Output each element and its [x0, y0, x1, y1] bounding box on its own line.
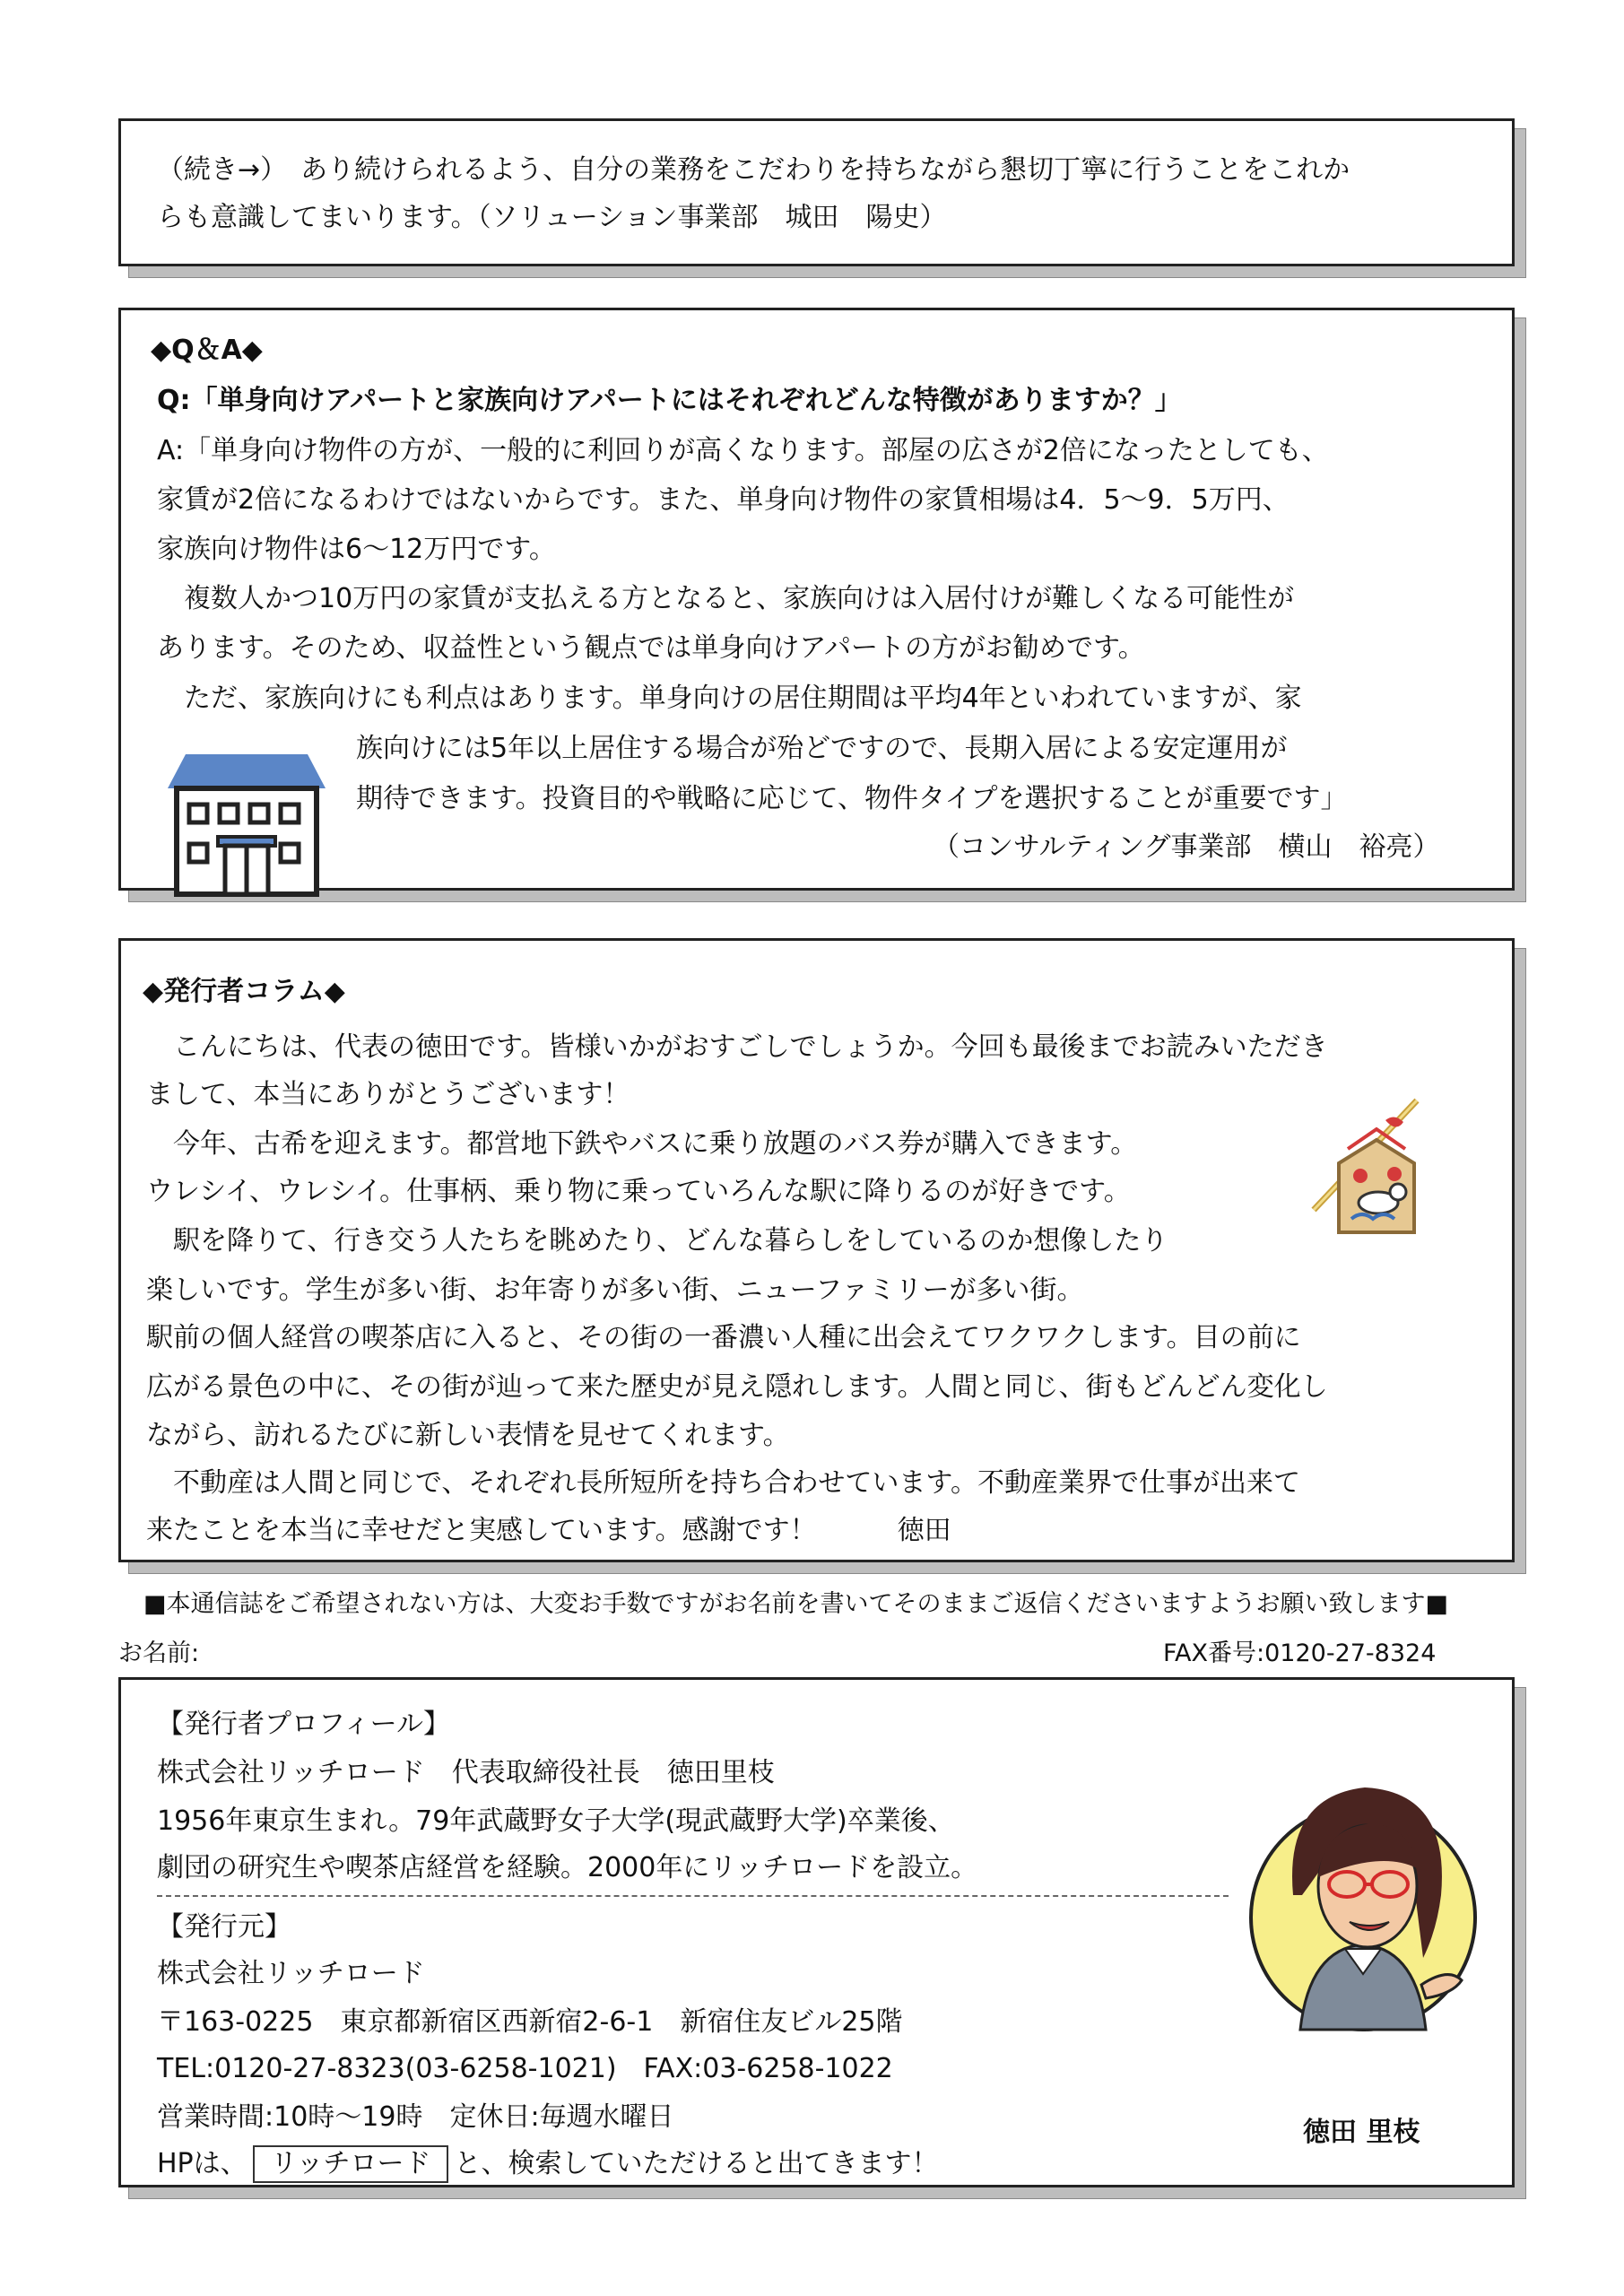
continuation-box	[118, 118, 1515, 266]
portrait-illustration	[1246, 1761, 1480, 2057]
qa-box	[118, 308, 1515, 891]
profile-line: 1956年東京生まれ。79年武蔵野女子大学(現武蔵野大学)卒業後、	[157, 1805, 955, 1837]
fax-number: FAX番号:0120-27-8324	[1163, 1639, 1437, 1667]
qa-answer-line: 家賃が2倍になるわけではないからです。また、単身向け物件の家賃相場は4．5〜9．5万円、	[157, 484, 1290, 516]
hp-line	[157, 2145, 938, 2183]
column-line: 今年、古希を迎えます。都営地下鉄やバスに乗り放題のバス券が購入できます。	[146, 1128, 1138, 1160]
ema-plaque-icon	[1296, 1093, 1430, 1246]
publisher-hours: 営業時間:10時〜19時 定休日:毎週水曜日	[157, 2101, 674, 2133]
column-line: 不動産は人間と同じで、それぞれ長所短所を持ち合わせています。不動産業界で仕事が出来て	[146, 1467, 1300, 1499]
qa-answer-line: 複数人かつ10万円の家賃が支払える方となると、家族向けは入居付けが難しくなる可能性が	[157, 583, 1295, 614]
qa-answer-line: あります。そのため、収益性という観点では単身向けアパートの方がお勧めです。	[157, 632, 1145, 664]
qa-answer-line: A:「単身向け物件の方が、一般的に利回りが高くなります。部屋の広さが2倍になったとしても、	[157, 435, 1329, 466]
name-label: お名前:	[118, 1639, 200, 1667]
publisher-heading: 【発行元】	[157, 1911, 291, 1943]
hp-prefix: HPは、	[157, 2148, 248, 2179]
column-line: こんにちは、代表の徳田です。皆様いかがおすごしでしょうか。今回も最後までお読みいただき	[146, 1031, 1328, 1063]
opt-out-notice: ■本通信誌をご希望されない方は、大変お手数ですがお名前を書いてそのままご返信くださいますようお願い致します■	[143, 1590, 1449, 1618]
publisher-tel-fax: TEL:0120-27-8323(03-6258-1021) FAX:03-6258-1022	[157, 2053, 893, 2084]
profile-box	[118, 1677, 1515, 2187]
column-heading: ◆発行者コラム◆	[143, 976, 345, 1007]
portrait-caption: 徳田 里枝	[1303, 2117, 1420, 2148]
qa-signature: （コンサルティング事業部 横山 裕亮）	[933, 831, 1440, 863]
hp-suffix: と、検索していただけると出てきます！	[454, 2148, 939, 2179]
column-line: 駅前の個人経営の喫茶店に入ると、その街の一番濃い人種に出会えてワクワクします。目の前に	[146, 1322, 1301, 1353]
profile-heading: 【発行者プロフィール】	[157, 1709, 450, 1740]
profile-line: 劇団の研究生や喫茶店経営を経験。2000年にリッチロードを設立。	[157, 1852, 978, 1883]
column-line: まして、本当にありがとうございます！	[146, 1079, 630, 1110]
column-line: ながら、訪れるたびに新しい表情を見せてくれます。	[146, 1420, 790, 1451]
column-box	[118, 938, 1515, 1562]
hp-search-term-box: リッチロード	[253, 2145, 449, 2183]
qa-answer-line: 家族向け物件は6〜12万円です。	[157, 534, 556, 565]
qa-heading: ◆Q＆A◆	[151, 335, 263, 366]
continuation-line-1: （続き→） あり続けられるよう、自分の業務をこだわりを持ちながら懇切丁寧に行うことをこれか	[157, 154, 1350, 186]
qa-answer-line: 期待できます。投資目的や戦略に応じて、物件タイプを選択することが重要です」	[356, 783, 1348, 814]
section-divider	[157, 1895, 1229, 1897]
qa-answer-line: 族向けには5年以上居住する場合が殆どですので、長期入居による安定運用が	[356, 733, 1288, 764]
qa-answer-line: ただ、家族向けにも利点はあります。単身向けの居住期間は平均4年といわれていますが、家	[157, 683, 1302, 714]
column-line: 楽しいです。学生が多い街、お年寄りが多い街、ニューファミリーが多い街。	[146, 1274, 1084, 1306]
profile-line: 株式会社リッチロード 代表取締役社長 徳田里枝	[157, 1757, 775, 1788]
column-line: 広がる景色の中に、その街が辿って来た歴史が見え隠れします。人間と同じ、街もどんどん変化し	[146, 1371, 1328, 1403]
column-line: 駅を降りて、行き交う人たちを眺めたり、どんな暮らしをしているのか想像したり	[146, 1225, 1168, 1257]
qa-question: Q:「単身向けアパートと家族向けアパートにはそれぞれどんな特徴がありますか？」	[157, 385, 1182, 416]
publisher-address: 〒163-0225 東京都新宿区西新宿2-6-1 新宿住友ビル25階	[157, 2006, 903, 2038]
publisher-company: 株式会社リッチロード	[157, 1958, 425, 1989]
apartment-building-icon	[157, 745, 336, 898]
continuation-line-2: らも意識してまいります。（ソリューション事業部 城田 陽史）	[157, 202, 947, 233]
column-line: ウレシイ、ウレシイ。仕事柄、乗り物に乗っていろんな駅に降りるのが好きです。	[146, 1176, 1131, 1207]
column-line: 来たことを本当に幸せだと実感しています。感謝です！ 徳田	[146, 1515, 951, 1546]
